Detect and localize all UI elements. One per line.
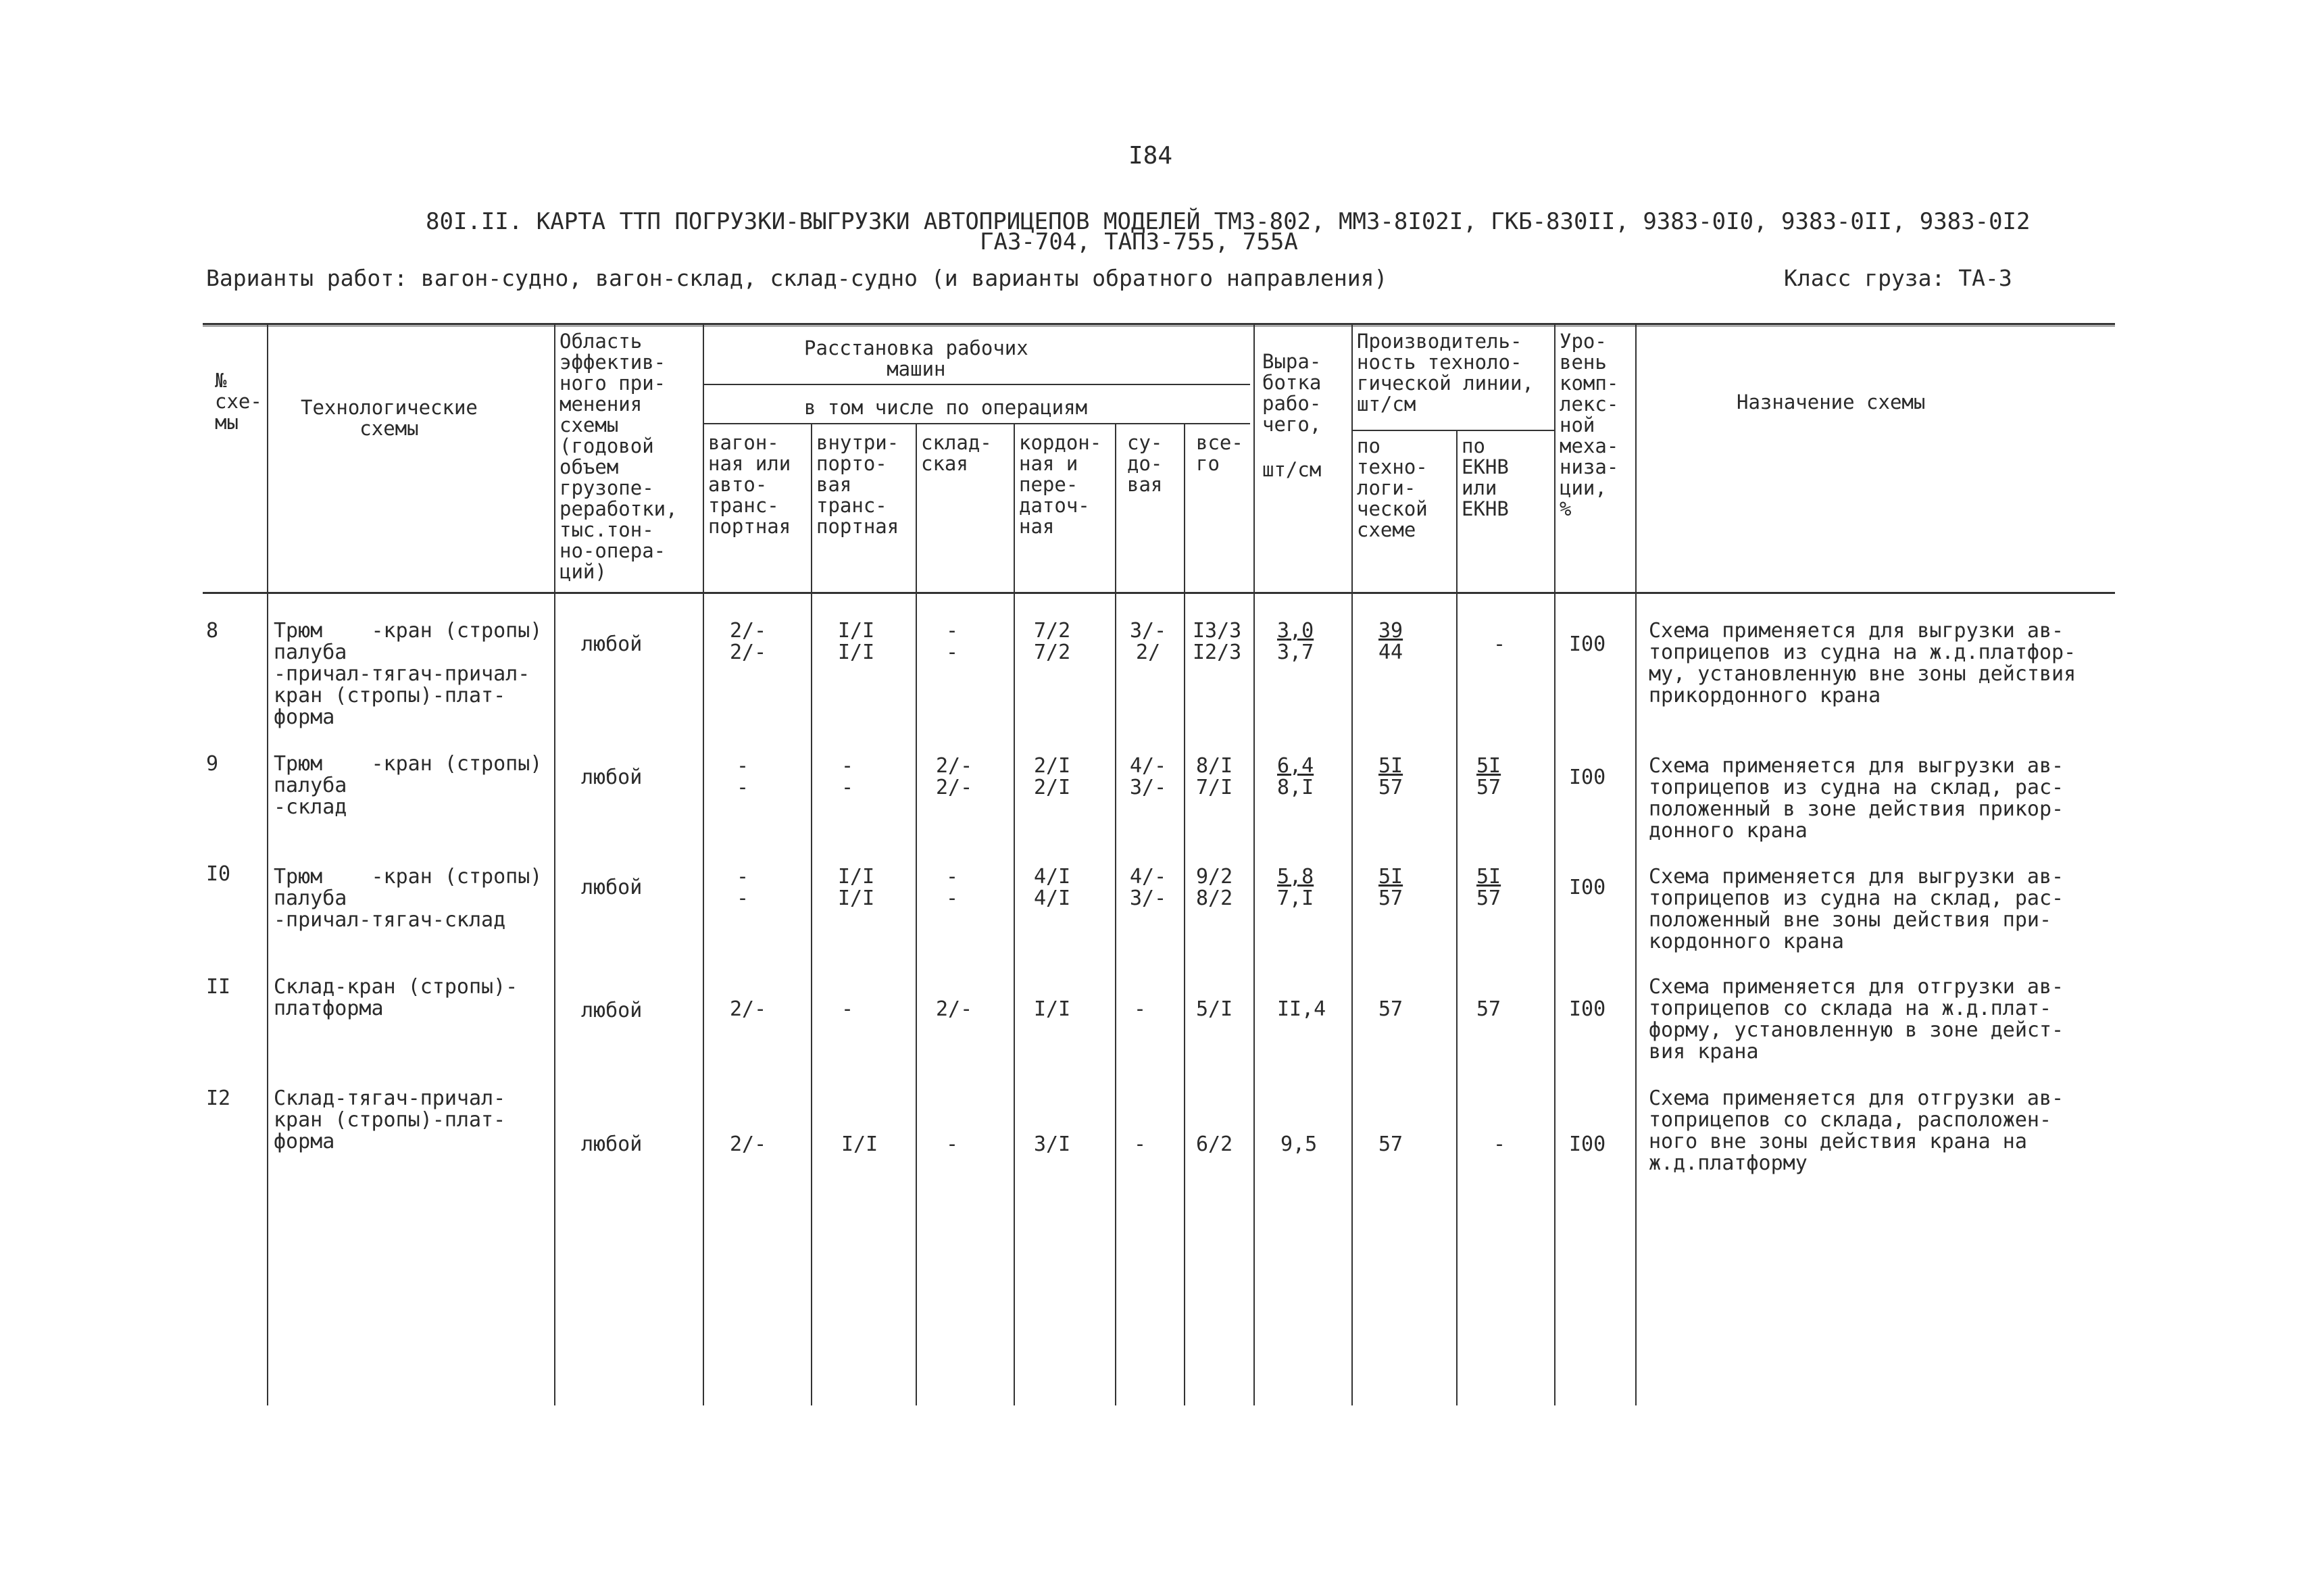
wagon-value: 2/- [730,1132,767,1156]
document-title: 80I.II. КАРТА ТТП ПОГРУЗКИ-ВЫГРУЗКИ АВТОПРИЦЕПОВ МОДЕЛЕЙ ТМЗ-802, ММЗ-8I02I, ГКБ-830II, 9383-0I0, 9383-0II, 9383-0I2 [426,208,2031,235]
total-value: 8/I 7/I [1196,754,1233,799]
application-area: любой [581,632,643,656]
application-area: любой [581,999,643,1022]
mechanization-value: I00 [1569,997,1606,1021]
tech-scheme: Склад-кран (стропы)- платформа [274,975,518,1020]
header-by-tech-scheme: по техно- логи- ческой схеме [1357,434,1428,541]
header-cordon: кордон- ная и пере- даточ- ная [1019,431,1102,538]
header-output-unit: шт/см [1262,458,1322,481]
wagon-value: 2/- 2/- [730,619,767,664]
cordon-value: 4/I 4/I [1034,865,1071,910]
work-variants: Варианты работ: вагон-судно, вагон-склад, склад-судно (и варианты обратного направления) [206,265,1388,291]
document-title-continued: ГАЗ-704, ТАПЗ-755, 755А [980,228,1298,255]
warehouse-value: 2/- [936,997,973,1021]
output-value: $\frac{6,4}{8,I}$ [1277,754,1314,799]
row-number: I2 [206,1087,231,1110]
productivity-eknv-value: $\frac{5I}{57}$ [1476,865,1501,910]
productivity-scheme-value: $\frac{5I}{57}$ [1378,865,1403,910]
total-value: 5/I [1196,997,1233,1021]
productivity-eknv-value: - [1493,632,1506,656]
header-by-eknv: по ЕКНВ или ЕКНВ [1462,434,1509,520]
productivity-eknv-value: $\frac{5I}{57}$ [1476,754,1501,799]
header-line-productivity: Производитель- ность техноло- гической линии, шт/см [1357,330,1534,416]
row-number: II [206,975,231,999]
warehouse-value: - - [946,619,959,664]
cargo-class: Класс груза: ТА-3 [1784,265,2012,291]
total-value: I3/3 I2/3 [1193,619,1242,664]
row-number: I0 [206,862,231,886]
productivity-scheme-value: 57 [1378,1132,1403,1156]
header-total: все- го [1196,431,1243,475]
tech-scheme: Трюм -кран (стропы) палуба -склад [274,752,543,819]
output-value: $\frac{3,0}{3,7}$ [1277,619,1314,664]
scheme-purpose: Схема применяется для выгрузки ав- топрицепов из судна на склад, рас- положенный в зоне действия прикор- донного крана [1649,754,2064,843]
header-scheme-purpose: Назначение схемы [1737,391,1926,414]
row-number: 8 [206,619,219,643]
ship-value: - [1134,1132,1147,1156]
application-area: любой [581,1132,643,1156]
wagon-value: 2/- [730,997,767,1021]
mechanization-value: I00 [1569,876,1606,899]
warehouse-value: 2/- 2/- [936,754,973,799]
tech-scheme: Трюм -кран (стропы) палуба -причал-тягач-причал- кран (стропы)-плат- форма [274,619,543,729]
total-value: 6/2 [1196,1132,1233,1156]
header-worker-output: Выра- ботка рабо- чего, [1262,350,1322,436]
warehouse-value: - [946,1132,959,1156]
ship-value: 4/- 3/- [1130,754,1167,799]
ship-value: 3/- 2/ [1130,619,1167,664]
warehouse-value: - - [946,865,959,910]
tech-scheme: Трюм -кран (стропы) палуба -причал-тягач-склад [274,865,543,932]
productivity-eknv-value: 57 [1476,997,1501,1021]
productivity-scheme-value: $\frac{39}{44}$ [1378,619,1403,664]
header-wagon-transport: вагон- ная или авто- транс- портная [708,431,791,538]
inner-port-value: I/I I/I [838,619,875,664]
output-value: $\frac{5,8}{7,I}$ [1277,865,1314,910]
total-value: 9/2 8/2 [1196,865,1233,910]
cordon-value: 3/I [1034,1132,1071,1156]
output-value: II,4 [1277,997,1326,1021]
inner-port-value: - [841,997,854,1021]
scheme-purpose: Схема применяется для выгрузки ав- топрицепов из судна на склад, рас- положенный вне зоны действия при- кордонного крана [1649,865,2064,953]
cordon-value: 2/I 2/I [1034,754,1071,799]
page-number: I84 [1128,142,1173,170]
tech-scheme: Склад-тягач-причал- кран (стропы)-плат- форма [274,1087,506,1153]
productivity-scheme-value: 57 [1378,997,1403,1021]
inner-port-value: - - [841,754,854,799]
ship-value: 4/- 3/- [1130,865,1167,910]
output-value: 9,5 [1280,1132,1318,1156]
inner-port-value: I/I [841,1132,878,1156]
header-ship: су- до- вая [1127,431,1163,496]
scheme-purpose: Схема применяется для отгрузки ав- топрицепов со склада на ж.д.плат- форму, установленную в зоне дейст- вия крана [1649,975,2064,1064]
application-area: любой [581,766,643,789]
inner-port-value: I/I I/I [838,865,875,910]
mechanization-value: I00 [1569,632,1606,656]
header-machine-placement: Расстановка рабочих машин [804,336,1028,380]
header-by-operations: в том числе по операциям [804,396,1088,419]
application-area: любой [581,876,643,899]
wagon-value: - - [737,865,749,910]
header-inner-port-transport: внутри- порто- вая транс- портная [816,431,899,538]
productivity-scheme-value: $\frac{5I}{57}$ [1378,754,1403,799]
row-number: 9 [206,752,219,776]
header-mechanization-level: Уро- вень комп- лекс- ной меха- низа- ции, % [1560,330,1619,520]
scheme-purpose: Схема применяется для выгрузки ав- топрицепов из судна на ж.д.платфор- му, установленную вне зоны действия прикордонного крана [1649,619,2076,707]
mechanization-value: I00 [1569,1132,1606,1156]
cordon-value: I/I [1034,997,1071,1021]
ship-value: - [1134,997,1147,1021]
header-warehouse: склад- ская [921,431,992,475]
productivity-eknv-value: - [1493,1132,1506,1156]
cordon-value: 7/2 7/2 [1034,619,1071,664]
header-scheme-number: № схе- мы [215,369,262,434]
wagon-value: - - [737,754,749,799]
header-tech-schemes: Технологические схемы [301,396,478,440]
header-application-area: Область эффектив- ного при- менения схемы (годовой объем грузопе- реработки, тыс.тон- но-опера- ций) [559,330,678,583]
mechanization-value: I00 [1569,766,1606,789]
scheme-purpose: Схема применяется для отгрузки ав- топрицепов со склада, расположен- ного вне зоны действия крана на ж.д.платформу [1649,1087,2064,1175]
